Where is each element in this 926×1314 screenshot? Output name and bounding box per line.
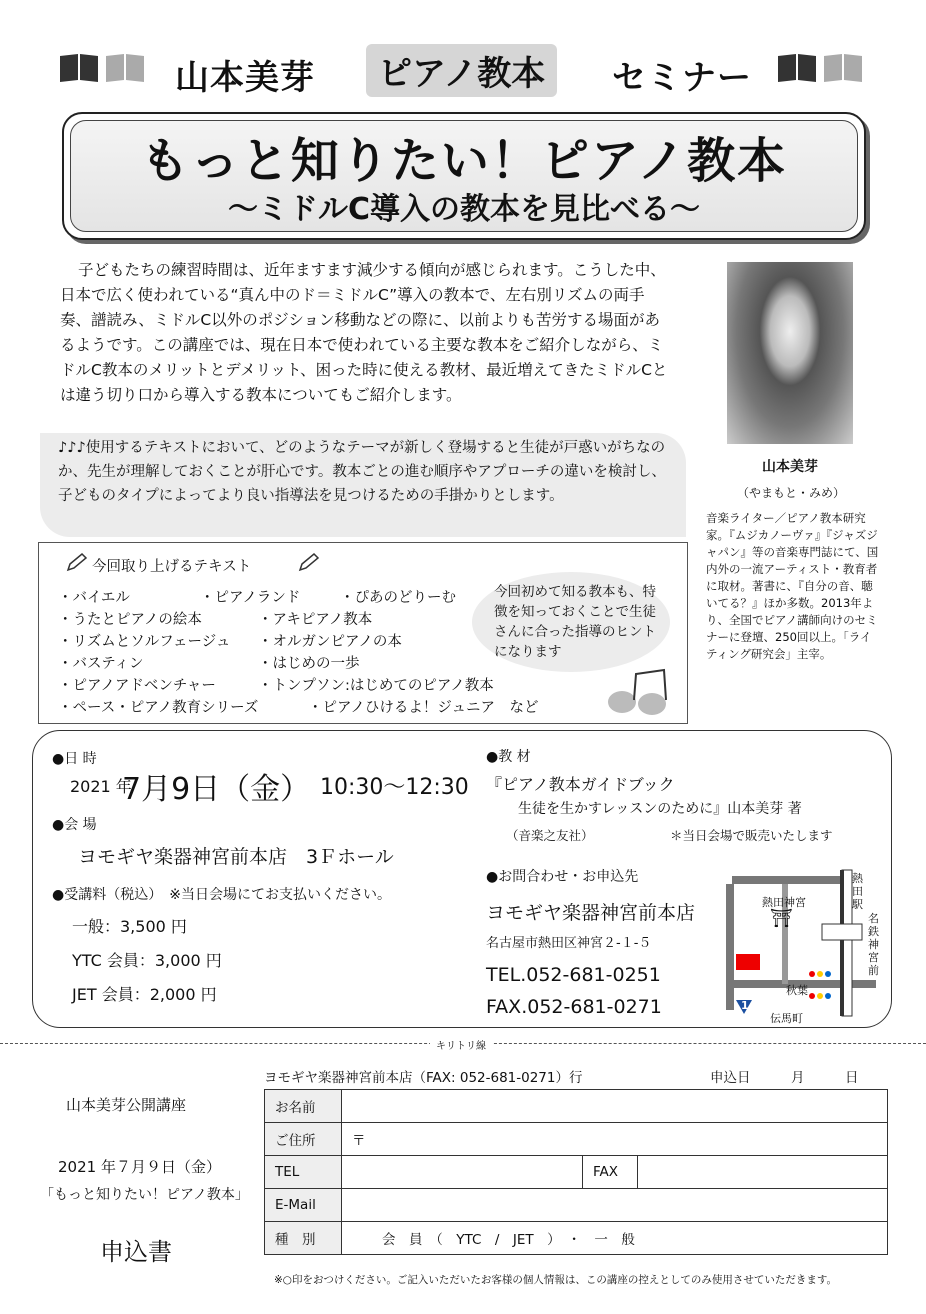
text-item: ・はじめの一歩	[258, 656, 360, 672]
profile-bio: 音楽ライター／ピアノ教本研究家。『ムジカノーヴァ』『ジャズジャパン』等の音楽専門誌にて、国内外の一流アーティスト・教育者に取材。著書に、『自分の音、聴いてる？』ほか多数。2013年より、全国でピアノ講師向けのセミナーに登壇、250回以上。「ライティング研究会」主宰。	[706, 511, 879, 661]
profile-name: 山本美芽	[762, 459, 818, 475]
text-item: ・うたとピアノの絵本	[58, 612, 202, 628]
book-icon	[776, 52, 866, 84]
form-apply-date: 申込日 月 日	[710, 1070, 859, 1086]
tel-label: TEL	[265, 1156, 342, 1189]
tel-field[interactable]	[342, 1156, 583, 1189]
note-text: 使用するテキストにおいて、どのようなテーマが新しく登場すると生徒が戸惑いがちなのか、先生が理解しておくことが肝心です。教本ごとの進む順序やアプローチの違いを検討し、子どものタイプによってより良い指導法を見つけるための手掛かりとします。	[58, 440, 666, 504]
venue-text: ヨモギヤ楽器神宮前本店 3Ｆホール	[78, 846, 394, 868]
banner-title: もっと知りたい！ピアノ教本	[140, 133, 788, 189]
map-station-1: 熱田駅	[852, 872, 863, 911]
fax-label: FAX	[583, 1156, 638, 1189]
form-recipient: ヨモギヤ楽器神宮前本店（FAX: 052-681-0271）行	[264, 1070, 583, 1086]
application-form	[264, 1089, 888, 1255]
pencil-icon	[298, 552, 320, 572]
note-paragraph	[58, 436, 670, 508]
header-pill: ピアノ教本	[366, 44, 557, 97]
text-item: ・オルガンピアノの本	[258, 634, 402, 650]
name-field[interactable]	[342, 1090, 888, 1123]
membership-field[interactable]: 会 員 （ YTC / JET ） ・ 一 般	[342, 1222, 888, 1255]
pencil-icon	[66, 552, 88, 572]
profile-kana: （やまもと・みめ）	[736, 486, 845, 500]
date-label: ●日 時	[52, 751, 97, 767]
cut-label: キリトリ線	[430, 1037, 492, 1052]
material-publisher: （音楽之友社）	[506, 828, 594, 843]
fax-field[interactable]	[638, 1156, 888, 1189]
text-item: ・アキピアノ教本	[258, 612, 373, 628]
venue-label: ●会 場	[52, 817, 97, 833]
text-item: ・バスティン	[58, 656, 144, 672]
form-footnote: ※○印をおつけください。ご記入いただいたお客様の個人情報は、この講座の控えとしてのみ使用させていただきます。	[274, 1274, 838, 1286]
fee-item: 一般：3,500 円	[72, 917, 187, 936]
text-item: ・バイエル	[58, 590, 130, 606]
bubble-text: 今回初めて知る教本も、特徴を知っておくことで生徒さんに合った指導のヒントになります	[494, 584, 656, 660]
date-time: 10:30〜12:30	[320, 775, 469, 800]
contact-name: ヨモギヤ楽器神宮前本店	[486, 902, 696, 924]
texts-heading: 今回取り上げるテキスト	[92, 559, 252, 575]
torii-icon: ⛩	[770, 908, 793, 929]
text-item: ・ピアノランド	[200, 590, 301, 606]
text-item: ・リズムとソルフェージュ	[58, 634, 231, 650]
text-item: ・ぴあのどりーむ	[340, 590, 456, 606]
contact-tel: TEL.052-681-0251	[486, 964, 661, 986]
address-field[interactable]: 〒	[342, 1123, 888, 1156]
name-label: お名前	[265, 1090, 342, 1123]
route-number: 1	[741, 999, 749, 1012]
material-subtitle: 生徒を生かすレッスンのために』山本美芽 著	[518, 801, 802, 817]
form-course: 山本美芽公開講座	[66, 1096, 187, 1114]
address-label: ご住所	[265, 1123, 342, 1156]
contact-fax: FAX.052-681-0271	[486, 996, 662, 1018]
fee-item: JET 会員：2,000 円	[72, 985, 217, 1004]
date-year: 2021 年	[70, 777, 132, 796]
text-item: ・ピアノアドベンチャー	[58, 678, 216, 694]
book-icon	[58, 52, 148, 84]
material-title: 『ピアノ教本ガイドブック	[486, 775, 675, 794]
profile-photo	[727, 262, 853, 444]
type-label: 種 別	[265, 1222, 342, 1255]
header-seminar: セミナー	[612, 58, 752, 98]
form-heading: 申込書	[100, 1238, 172, 1266]
music-note-icon	[604, 668, 674, 716]
music-note-icon: ♪♪♪	[58, 440, 86, 456]
email-label: E-Mail	[265, 1189, 342, 1222]
header-name: 山本美芽	[175, 58, 315, 98]
contact-label: ●お問合わせ・お申込先	[486, 869, 639, 885]
email-field[interactable]	[342, 1189, 888, 1222]
text-item: ・ペース・ピアノ教育シリーズ	[58, 700, 259, 716]
material-note: ＊当日会場で販売いたします	[670, 828, 833, 843]
contact-address: 名古屋市熱田区神宮２-１-５	[486, 936, 652, 951]
fee-item: YTC 会員：3,000 円	[72, 951, 222, 970]
title-banner	[62, 112, 866, 240]
map-shrine: 熱田神宮	[762, 896, 806, 909]
text-item: ・ピアノひけるよ！ジュニア など	[308, 700, 539, 716]
fee-label: ●受講料（税込） ※当日会場にてお支払いください。	[52, 887, 391, 903]
map-akiba: 秋葉	[786, 984, 808, 997]
text-item: ・トンプソン:はじめてのピアノ教本	[258, 678, 494, 694]
material-label: ●教 材	[486, 749, 531, 765]
map-station-2: 名鉄神宮前	[868, 912, 879, 977]
banner-subtitle: 〜ミドルC導入の教本を見比べる〜	[227, 192, 701, 227]
date-month-day: 7月9日（金）	[122, 772, 311, 807]
intro-paragraph: 子どもたちの練習時間は、近年ますます減少する傾向が感じられます。こうした中、日本で広く使われている“真ん中のド＝ミドルC”導入の教本で、左右別リズムの両手奏、譜読み、ミドルC以外のポジション移動などの際に、以前よりも苦労する場面があるようです。この講座では、現在日本で使われている主要な教本をご紹介しながら、ミドルC教本のメリットとデメリット、困った時に使える教材、最近増えてきたミドルCとは違う切り口から導入する教本についてもご紹介します。	[60, 261, 668, 404]
form-date: 2021 年７月９日（金）	[58, 1158, 221, 1176]
map-denmacho: 伝馬町	[770, 1012, 803, 1025]
form-title: 「もっと知りたい！ピアノ教本」	[40, 1187, 249, 1203]
